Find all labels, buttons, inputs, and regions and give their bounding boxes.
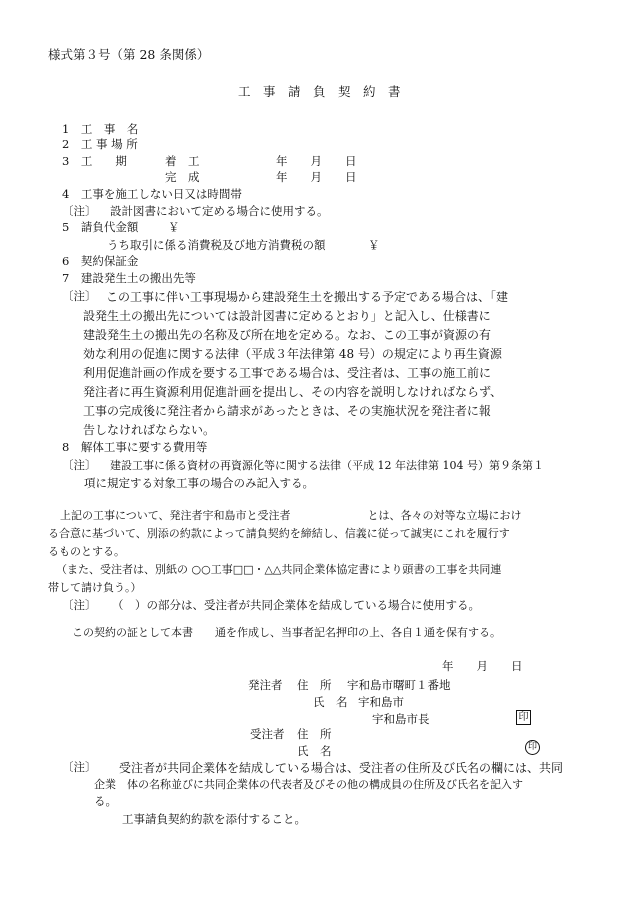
contractor-label: 受注者 <box>250 727 285 741</box>
body-line: 帯して請け負う。） <box>48 581 142 594</box>
closing-statement: この契約の証として本書 通を作成し、当事者記名押印の上、各自１通を保有する。 <box>72 626 501 639</box>
period-start-date: 年 月 日 <box>276 154 357 168</box>
item-contract-amount: 5 請負代金額 <box>62 220 139 234</box>
item-work-name: 1 工 事 名 <box>62 122 139 136</box>
body-line: 上記の工事について、発注者宇和島市と受注者 とは、各々の対等な立場におけ <box>60 509 522 522</box>
note-text: （ ）の部分は、受注者が共同企業体を結成している場合に使用する。 <box>112 598 480 612</box>
orderer-title: 宇和島市長 <box>372 712 430 726</box>
signature-date: 年 月 日 <box>442 659 523 673</box>
note-line: 企業 体の名称並びに共同企業体の代表者及びその他の構成員の住所及び氏名を記入す <box>94 778 523 791</box>
note-line: 設発生土の搬出先については設計図書に定めるとおり」と記入し、仕様書に <box>83 309 491 323</box>
address-label: 住 所 <box>297 678 332 692</box>
note-line: 建設発生土の搬出先の名称及び所在地を定める。なお、この工事が資源の有 <box>83 328 492 342</box>
note-mark: 〔注〕 <box>62 204 97 218</box>
note-mark: 〔注〕 <box>62 598 97 612</box>
period-end-label: 完 成 <box>165 170 200 184</box>
orderer-label: 発注者 <box>248 678 283 692</box>
name-label: 氏 名 <box>313 695 348 709</box>
note-line: 工事の完成後に発注者から請求があったときは、その実施状況を発注者に報 <box>83 404 491 418</box>
body-line: る合意に基づいて、別添の約款によって請負契約を締結し、信義に従って誠実にこれを履行す <box>48 527 510 540</box>
item-work-site: 2 工 事 場 所 <box>62 137 138 151</box>
period-start-label: 着 工 <box>165 154 200 168</box>
item-demolition-cost: 8 解体工事に要する費用等 <box>62 440 208 454</box>
note-line: 発注者に再生資源利用促進計画を提出し、その内容を説明しなければならず、 <box>83 385 503 399</box>
contractor-address-label: 住 所 <box>297 727 332 741</box>
note-line: る。 <box>94 794 117 808</box>
note-mark: 〔注〕 <box>62 289 97 303</box>
yen-sign: ￥ <box>368 238 380 252</box>
body-line: （また、受注者は、別紙の ○○工事□□・△△共同企業体協定書により頭書の工事を共同連 <box>56 563 502 576</box>
square-seal-mark: 印 <box>516 710 531 725</box>
note-line: 効な利用の促進に関する法律（平成３年法律第 48 号）の規定により再生資源 <box>83 347 502 361</box>
note-mark: 〔注〕 <box>62 760 97 774</box>
note-line: 建設工事に係る資材の再資源化等に関する法律（平成 12 年法律第 104 号）第９条第１ <box>110 459 544 472</box>
item-deposit: 6 契約保証金 <box>62 254 139 268</box>
note-line: 項に規定する対象工事の場合のみ記入する。 <box>84 476 314 490</box>
orderer-address: 宇和島市曙町１番地 <box>347 678 451 692</box>
item-tax-amount: うち取引に係る消費税及び地方消費税の額 <box>107 238 326 252</box>
period-end-date: 年 月 日 <box>276 170 357 184</box>
note-text: 設計図書において定める場合に使用する。 <box>110 204 329 218</box>
note-line: 受注者が共同企業体を結成している場合は、受注者の住所及び氏名の欄には、共同 <box>119 761 564 775</box>
document-title: 工 事 請 負 契 約 書 <box>238 84 401 99</box>
item-no-work-hours: 4 工事を施工しない日又は時間帯 <box>62 187 242 201</box>
note-line: 利用促進計画の作成を要する工事である場合は、受注者は、工事の施工前に <box>83 366 492 380</box>
yen-sign: ￥ <box>168 220 180 234</box>
orderer-name: 宇和島市 <box>358 695 404 709</box>
note-line: この工事に伴い工事現場から建設発生土を搬出する予定である場合は、「建 <box>106 290 509 304</box>
form-number: 様式第３号（第 28 条関係） <box>48 47 210 62</box>
note-line: 告しなければならない。 <box>83 423 216 437</box>
contractor-name-label: 氏 名 <box>297 744 332 758</box>
attachment-note: 工事請負契約約款を添付すること。 <box>122 812 306 826</box>
round-seal-mark: 印 <box>525 740 540 755</box>
item-period: 3 工 期 <box>62 154 127 168</box>
item-surplus-soil: 7 建設発生土の搬出先等 <box>62 271 196 285</box>
body-line: るものとする。 <box>48 545 125 558</box>
note-mark: 〔注〕 <box>62 458 97 472</box>
